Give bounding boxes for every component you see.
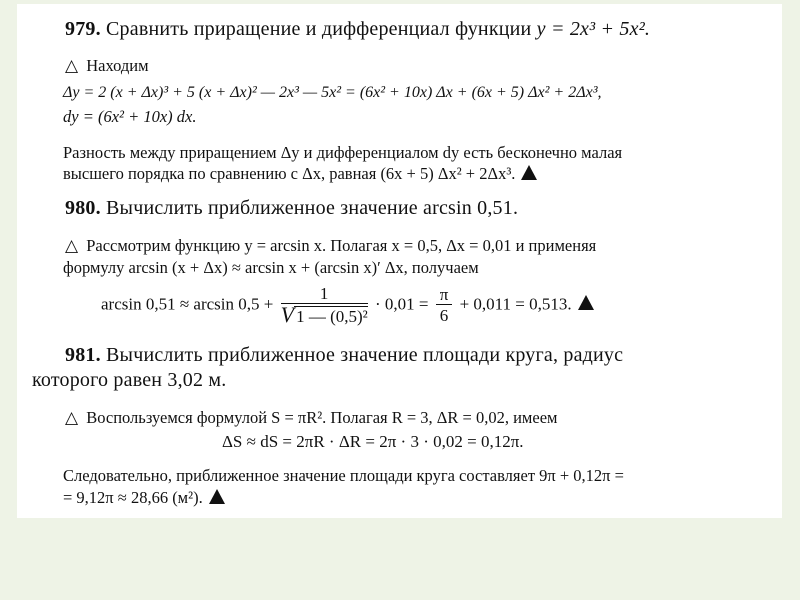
area-differential-formula: ΔS ≈ dS = 2πR · ΔR = 2π · 3 · 0,02 = 0,12π.: [222, 432, 524, 451]
paragraph-line: [65, 236, 596, 256]
equation-differential: dy = (6x² + 10x) dx.: [63, 107, 197, 126]
paragraph-line: [65, 408, 557, 428]
equation-increment: Δy = 2 (x + Δx)³ + 5 (x + Δx)² — 2x³ — 5x² = (6x² + 10x) Δx + (6x + 5) Δx² + 2Δx³,: [63, 84, 602, 101]
radicand: 1 — (0,5)²: [296, 307, 368, 326]
problem-task: Вычислить приближенное значение площади круга, радиус: [106, 344, 624, 366]
problem-number: 980.: [65, 197, 101, 219]
problem-task: Вычислить приближенное значение arcsin 0,51.: [106, 197, 519, 219]
end-of-solution-icon: [209, 489, 225, 504]
problem-981-heading-cont: которого равен 3,02 м.: [32, 369, 227, 391]
problem-980-heading: [65, 197, 518, 220]
formula-middle: · 0,01 =: [374, 294, 429, 314]
fraction: [281, 284, 368, 327]
paragraph-line: Следовательно, приближенное значение площади круга составляет 9π + 0,12π =: [63, 466, 624, 485]
formula-right: + 0,011 = 0,513.: [459, 294, 572, 314]
problem-number: 981.: [65, 344, 101, 366]
textbook-page: [17, 4, 782, 518]
intro-text: Находим: [86, 56, 149, 75]
formula-left: arcsin 0,51 ≈ arcsin 0,5 +: [101, 294, 274, 314]
open-triangle-icon: △: [65, 56, 79, 75]
function-formula: y = 2x³ + 5x².: [536, 18, 651, 40]
problem-task: Сравнить приращение и дифференциал функции: [106, 18, 532, 40]
fraction-pi: [436, 285, 453, 326]
solution-intro: [65, 56, 149, 76]
problem-number: 979.: [65, 18, 101, 40]
fraction-denominator: [281, 304, 368, 327]
open-triangle-icon: △: [65, 236, 79, 255]
open-triangle-icon: △: [65, 408, 79, 427]
paragraph-line: [63, 488, 225, 508]
problem-981-heading: [65, 344, 623, 367]
paragraph-line: Разность между приращением Δy и дифференциалом dy есть бесконечно малая: [63, 143, 623, 162]
fraction-numerator: π: [436, 285, 453, 305]
paragraph-line: [63, 164, 537, 184]
end-of-solution-icon: [521, 165, 537, 180]
problem-979-heading: [65, 18, 650, 41]
end-of-solution-icon: [578, 295, 594, 310]
paragraph-text: Рассмотрим функцию y = arcsin x. Полагая x = 0,5, Δx = 0,01 и применяя: [86, 236, 597, 255]
arcsin-approx-formula: [101, 284, 594, 327]
paragraph-text: Воспользуемся формулой S = πR². Полагая R = 3, ΔR = 0,02, имеем: [86, 408, 558, 427]
paragraph-line: формулу arcsin (x + Δx) ≈ arcsin x + (arcsin x)′ Δx, получаем: [63, 258, 479, 277]
sqrt-icon: V: [280, 302, 295, 327]
fraction-numerator: 1: [281, 284, 368, 304]
paragraph-text: высшего порядка по сравнению с Δx, равная (6x + 5) Δx² + 2Δx³.: [63, 164, 516, 183]
paragraph-text: = 9,12π ≈ 28,66 (м²).: [63, 488, 203, 507]
fraction-denominator: 6: [439, 306, 449, 325]
